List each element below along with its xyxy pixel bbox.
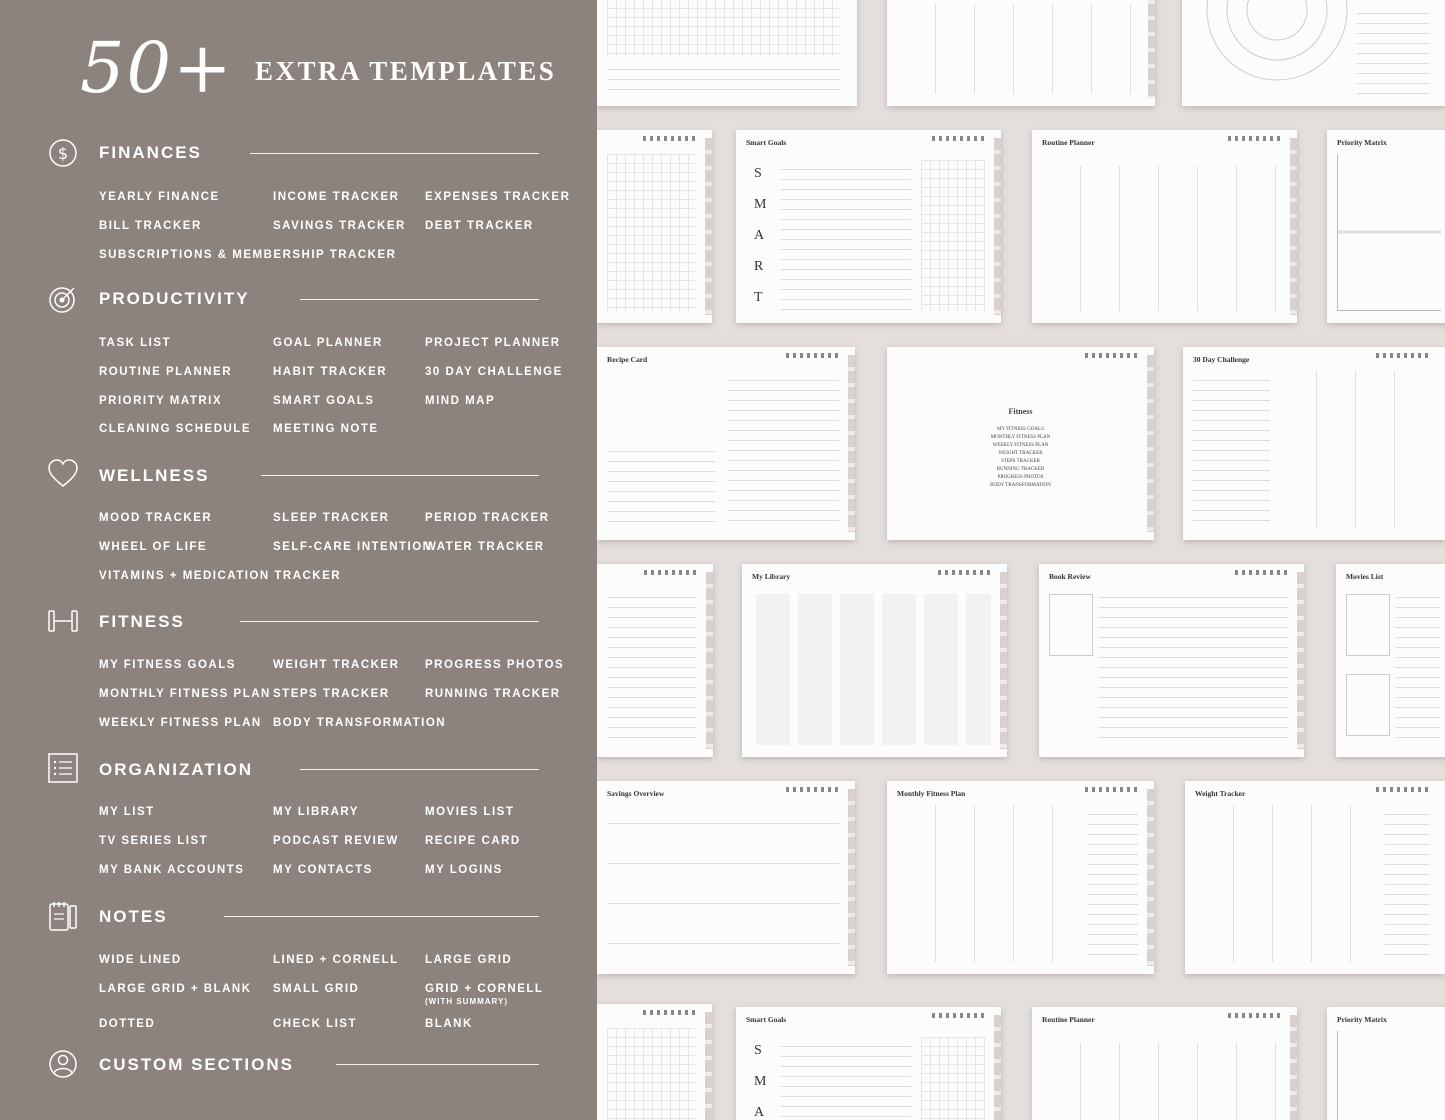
preview-item: MY FITNESS GOALS	[997, 427, 1044, 432]
template-item: PERIOD TRACKER	[425, 512, 550, 524]
preview-tabs	[705, 1012, 712, 1120]
template-item: EXPENSES TRACKER	[425, 191, 571, 203]
template-item: MY LIST	[99, 806, 155, 818]
preview-lines	[727, 371, 839, 528]
preview-book-review	[1039, 564, 1304, 757]
smart-letter: T	[754, 290, 763, 305]
preview-30-day-challenge	[1183, 347, 1445, 540]
preview-table	[897, 805, 1079, 962]
preview-tabs	[706, 572, 713, 749]
template-item: BODY TRANSFORMATION	[273, 717, 447, 729]
preview-item: BODY TRANSFORMATION	[990, 483, 1051, 488]
matrix-grid	[1337, 154, 1441, 311]
preview-fitness-divider	[887, 347, 1154, 540]
movie-poster	[1346, 674, 1390, 736]
smart-letter: R	[754, 259, 764, 274]
template-item: TV SERIES LIST	[99, 835, 209, 847]
page-title: EXTRA TEMPLATES	[255, 56, 557, 86]
preview-grid	[921, 160, 985, 311]
toolbar-icons	[786, 787, 841, 792]
section-title: NOTES	[99, 907, 168, 926]
preview-smart-goals	[736, 130, 1001, 323]
template-item: 30 DAY CHALLENGE	[425, 366, 563, 378]
preview-card	[1182, 0, 1445, 106]
template-item: VITAMINS + MEDICATION TRACKER	[99, 570, 342, 582]
preview-item: STEPS TRACKER	[1001, 459, 1040, 464]
template-item: RECIPE CARD	[425, 835, 521, 847]
preview-priority-matrix	[1327, 1007, 1445, 1120]
divider	[250, 153, 539, 154]
section-title: FITNESS	[99, 612, 185, 631]
dollar-icon	[47, 137, 79, 169]
preview-tabs	[1297, 572, 1304, 749]
section-title: PRODUCTIVITY	[99, 289, 250, 308]
preview-item: PROGRESS PHOTOS	[997, 475, 1044, 480]
smart-letter: S	[754, 1043, 762, 1058]
template-item: LINED + CORNELL	[273, 954, 399, 966]
preview-tabs	[848, 789, 855, 966]
preview-my-library	[742, 564, 1007, 757]
preview-title: Weight Tracker	[1195, 789, 1246, 798]
toolbar-icons	[1376, 353, 1431, 358]
preview-table	[1042, 1043, 1281, 1120]
template-item: WIDE LINED	[99, 954, 182, 966]
template-item: MY BANK ACCOUNTS	[99, 864, 245, 876]
preview-tabs	[1290, 1015, 1297, 1120]
preview-smart-goals	[736, 1007, 1001, 1120]
template-item: WATER TRACKER	[425, 541, 545, 553]
template-item-label: GRID + CORNELL	[425, 983, 544, 995]
preview-card	[597, 130, 712, 323]
template-item: DEBT TRACKER	[425, 220, 534, 232]
preview-lines	[1193, 371, 1270, 528]
preview-tabs	[994, 138, 1001, 315]
preview-tabs	[705, 138, 712, 315]
preview-priority-matrix	[1327, 130, 1445, 323]
target-icon	[47, 283, 79, 315]
preview-tabs	[1147, 355, 1154, 532]
preview-tabs	[1147, 789, 1154, 966]
divider	[224, 916, 539, 917]
template-item: SMALL GRID	[273, 983, 360, 995]
template-item: BILL TRACKER	[99, 220, 202, 232]
preview-savings-overview	[597, 781, 855, 974]
preview-lines	[781, 160, 911, 311]
template-item	[425, 983, 543, 1006]
template-item: PROJECT PLANNER	[425, 337, 561, 349]
preview-title: Movies List	[1346, 572, 1384, 581]
preview-item: WEIGHT TRACKER	[998, 451, 1043, 456]
template-item: LARGE GRID + BLANK	[99, 983, 252, 995]
template-item: STEPS TRACKER	[273, 688, 390, 700]
preview-grid	[921, 1037, 985, 1120]
preview-tabs	[848, 355, 855, 532]
template-item: MIND MAP	[425, 395, 496, 407]
preview-card	[597, 564, 713, 757]
template-item: HABIT TRACKER	[273, 366, 388, 378]
preview-routine-planner	[1032, 1007, 1297, 1120]
preview-item: RUNNING TRACKER	[996, 467, 1045, 472]
template-preview-collage	[597, 0, 1445, 1120]
movie-poster	[1346, 594, 1390, 656]
template-item: MEETING NOTE	[273, 423, 379, 435]
preview-title: Recipe Card	[607, 355, 648, 364]
section-title: CUSTOM SECTIONS	[99, 1055, 294, 1074]
wheel-of-life-graphic	[1202, 0, 1352, 100]
template-item: MY FITNESS GOALS	[99, 659, 236, 671]
preview-card	[597, 0, 857, 106]
preview-grid	[607, 0, 841, 56]
smart-letter: M	[754, 197, 767, 212]
preview-grid	[607, 1028, 696, 1120]
toolbar-icons	[1376, 787, 1431, 792]
smart-letter: M	[754, 1074, 767, 1089]
preview-lines	[1385, 805, 1429, 962]
template-item: MY CONTACTS	[273, 864, 373, 876]
preview-item: WEEKLY FITNESS PLAN	[992, 443, 1049, 448]
preview-table	[1195, 805, 1375, 962]
notebook-icon	[47, 900, 79, 932]
template-item: ROUTINE PLANNER	[99, 366, 233, 378]
preview-card	[597, 1004, 712, 1120]
template-item: SAVINGS TRACKER	[273, 220, 406, 232]
preview-title: Routine Planner	[1042, 1015, 1095, 1024]
preview-recipe-card	[597, 347, 855, 540]
toolbar-icons	[932, 1013, 987, 1018]
template-item: MOVIES LIST	[425, 806, 515, 818]
svg-text:$: $	[57, 144, 69, 163]
savings-goals	[607, 805, 839, 962]
preview-lines	[607, 60, 841, 94]
divider	[261, 475, 539, 476]
preview-title: Routine Planner	[1042, 138, 1095, 147]
preview-monthly-fitness-plan	[887, 781, 1154, 974]
preview-item: MONTHLY FITNESS PLAN	[990, 435, 1051, 440]
template-item: CLEANING SCHEDULE	[99, 423, 252, 435]
preview-title: Savings Overview	[607, 789, 665, 798]
dumbbell-icon	[47, 605, 79, 637]
preview-lines	[1087, 805, 1138, 962]
template-item: DOTTED	[99, 1018, 156, 1030]
preview-title: 30 Day Challenge	[1193, 355, 1250, 364]
preview-title: Priority Matrix	[1337, 138, 1387, 147]
preview-title: Monthly Fitness Plan	[897, 789, 966, 798]
preview-lines	[1357, 4, 1429, 94]
template-item: MOOD TRACKER	[99, 512, 213, 524]
preview-tabs	[1148, 0, 1155, 98]
template-item: SMART GOALS	[273, 395, 375, 407]
section-title: WELLNESS	[99, 466, 210, 485]
template-item: GOAL PLANNER	[273, 337, 383, 349]
template-item: MY LOGINS	[425, 864, 503, 876]
preview-lines	[1099, 588, 1288, 745]
preview-lines	[607, 588, 697, 745]
toolbar-icons	[1228, 1013, 1283, 1018]
toolbar-icons	[643, 1010, 698, 1015]
section-title: ORGANIZATION	[99, 760, 254, 779]
template-item: WEIGHT TRACKER	[273, 659, 400, 671]
section-title: FINANCES	[99, 143, 202, 162]
smart-letter: A	[754, 1105, 765, 1120]
template-item: WHEEL OF LIFE	[99, 541, 208, 553]
divider	[300, 769, 539, 770]
preview-title: Priority Matrix	[1337, 1015, 1387, 1024]
preview-weight-tracker	[1185, 781, 1445, 974]
preview-grid	[607, 154, 696, 311]
preview-title: Fitness	[1008, 407, 1033, 416]
template-item: SUBSCRIPTIONS & MEMBERSHIP TRACKER	[99, 249, 397, 261]
preview-tabs	[1000, 572, 1007, 749]
preview-title: Smart Goals	[746, 138, 787, 147]
preview-tabs	[994, 1015, 1001, 1120]
toolbar-icons	[643, 136, 698, 141]
template-item-subtitle: (WITH SUMMARY)	[425, 997, 509, 1006]
template-item: BLANK	[425, 1018, 473, 1030]
template-item: SLEEP TRACKER	[273, 512, 390, 524]
toolbar-icons	[1228, 136, 1283, 141]
template-item: WEEKLY FITNESS PLAN	[99, 717, 262, 729]
toolbar-icons	[1085, 787, 1140, 792]
template-item: TASK LIST	[99, 337, 172, 349]
template-item: MONTHLY FITNESS PLAN	[99, 688, 271, 700]
preview-card	[887, 0, 1155, 106]
template-item: CHECK LIST	[273, 1018, 357, 1030]
preview-title: Book Review	[1049, 572, 1091, 581]
template-item: MY LIBRARY	[273, 806, 359, 818]
template-item: PODCAST REVIEW	[273, 835, 399, 847]
toolbar-icons	[1235, 570, 1290, 575]
template-item: YEARLY FINANCE	[99, 191, 220, 203]
matrix-grid	[1337, 1031, 1441, 1120]
preview-movies-list	[1336, 564, 1445, 757]
preview-table	[897, 4, 1139, 94]
heart-icon	[47, 458, 79, 490]
template-item: RUNNING TRACKER	[425, 688, 561, 700]
template-count: 50+	[80, 27, 234, 109]
book-cover	[1049, 594, 1093, 656]
template-list-panel	[0, 0, 597, 1120]
preview-lines	[607, 442, 715, 528]
preview-table	[1278, 371, 1429, 528]
smart-letter: A	[754, 228, 765, 243]
toolbar-icons	[938, 570, 993, 575]
user-icon	[47, 1048, 79, 1080]
toolbar-icons	[932, 136, 987, 141]
template-item: INCOME TRACKER	[273, 191, 400, 203]
preview-lines	[781, 1037, 911, 1120]
toolbar-icons	[644, 570, 699, 575]
preview-title: My Library	[752, 572, 791, 581]
divider	[300, 299, 539, 300]
preview-tabs	[1290, 138, 1297, 315]
smart-letter: S	[754, 166, 762, 181]
divider	[240, 621, 539, 622]
template-item: PROGRESS PHOTOS	[425, 659, 565, 671]
template-item: PRIORITY MATRIX	[99, 395, 223, 407]
preview-title: Smart Goals	[746, 1015, 787, 1024]
preview-lines	[1396, 588, 1440, 745]
book-slots	[752, 594, 991, 745]
template-item: SELF-CARE INTENTION	[273, 541, 433, 553]
preview-routine-planner	[1032, 130, 1297, 323]
preview-table	[1042, 166, 1281, 311]
list-icon	[47, 752, 79, 784]
template-item: LARGE GRID	[425, 954, 513, 966]
divider	[336, 1064, 539, 1065]
toolbar-icons	[1085, 353, 1140, 358]
toolbar-icons	[786, 353, 841, 358]
